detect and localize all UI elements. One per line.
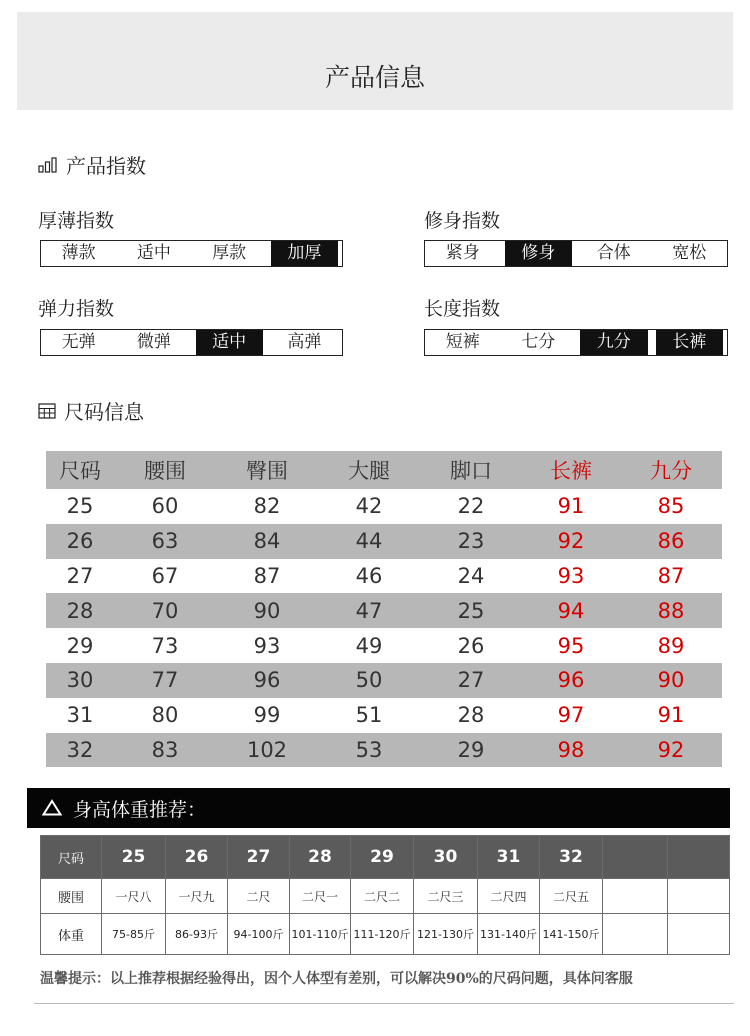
thickness-index-selector (40, 240, 343, 267)
fit-index-label: 修身指数 (424, 210, 501, 232)
rec-empty-cell (668, 879, 730, 914)
size-chart-cell: 91 (657, 703, 685, 728)
thickness-option-medium: 适中 (136, 243, 171, 263)
rec-size-cell: 29 (351, 836, 414, 879)
size-chart-cell: 96 (557, 668, 585, 693)
fit-option-slim: 修身 (505, 241, 573, 266)
size-chart-cell: 85 (657, 494, 685, 519)
length-index-label: 长度指数 (424, 298, 501, 320)
thickness-option-thick: 厚款 (212, 243, 247, 263)
size-chart-cell: 70 (151, 598, 179, 623)
rec-waist-cell: 二尺四 (478, 879, 540, 914)
size-chart-cell: 82 (253, 494, 281, 519)
stretch-option-medium: 适中 (196, 330, 263, 355)
size-chart-header-row (46, 451, 722, 489)
header-hem: 脚口 (450, 459, 492, 483)
size-info-title: 尺码信息 (64, 400, 144, 424)
size-chart-cell: 86 (657, 529, 685, 554)
rec-weight-cell: 131-140斤 (478, 914, 540, 955)
size-chart-cell: 26 (66, 529, 94, 554)
size-chart-cell: 92 (657, 737, 685, 762)
rec-empty-cell (603, 914, 668, 955)
size-chart-cell: 91 (557, 494, 585, 519)
rec-empty-cell (668, 914, 730, 955)
product-info-banner (17, 12, 733, 110)
rec-waist-cell: 二尺三 (414, 879, 478, 914)
product-index-title: 产品指数 (66, 154, 146, 178)
rec-weight-row (41, 914, 730, 955)
rec-size-cell: 30 (414, 836, 478, 879)
size-chart-cell: 47 (355, 598, 383, 623)
rec-waist-row (41, 879, 730, 914)
size-tip-text: 温馨提示：以上推荐根据经验得出，因个人体型有差别，可以解决90%的尺码问题，具体问客服 (40, 971, 633, 987)
banner-title: 产品信息 (324, 63, 425, 92)
size-chart-cell: 50 (355, 668, 383, 693)
rec-row-header: 尺码 (41, 836, 102, 879)
rec-empty-cell (603, 836, 668, 879)
size-chart-row (46, 663, 722, 698)
rec-weight-cell: 101-110斤 (290, 914, 351, 955)
size-chart-cell: 88 (657, 598, 685, 623)
rec-weight-cell: 111-120斤 (351, 914, 414, 955)
height-weight-table (40, 835, 730, 955)
size-chart-cell: 32 (66, 737, 94, 762)
size-chart-cell: 99 (253, 703, 281, 728)
size-chart-cell: 90 (253, 598, 281, 623)
grid-table-icon (38, 403, 56, 419)
size-chart-cell: 30 (66, 668, 94, 693)
size-chart-cell: 27 (457, 668, 485, 693)
size-chart-cell: 94 (557, 598, 585, 623)
size-chart-cell: 83 (151, 737, 179, 762)
size-chart-cell: 51 (355, 703, 383, 728)
rec-row-header: 腰围 (41, 879, 102, 914)
size-chart-cell: 67 (151, 563, 179, 588)
fit-option-tight: 紧身 (445, 243, 480, 263)
thickness-index-label: 厚薄指数 (38, 210, 115, 232)
size-chart-row (46, 524, 722, 559)
stretch-option-slight: 微弹 (136, 332, 171, 352)
size-chart-cell: 46 (355, 563, 383, 588)
stretch-option-high: 高弹 (287, 332, 322, 352)
thickness-option-extra-thick: 加厚 (271, 241, 338, 266)
rec-size-cell: 27 (228, 836, 290, 879)
header-long-length: 长裤 (550, 459, 592, 483)
rec-size-cell: 25 (102, 836, 166, 879)
size-chart-cell: 97 (557, 703, 585, 728)
size-chart-cell: 22 (457, 494, 485, 519)
size-chart-row (46, 489, 722, 524)
rec-size-cell: 28 (290, 836, 351, 879)
size-chart-cell: 92 (557, 529, 585, 554)
rec-waist-cell: 二尺 (228, 879, 290, 914)
size-chart-cell: 63 (151, 529, 179, 554)
rec-weight-cell: 75-85斤 (102, 914, 166, 955)
thickness-option-thin: 薄款 (61, 243, 96, 263)
size-chart-cell: 26 (457, 633, 485, 658)
size-chart-cell: 77 (151, 668, 179, 693)
triangle-warning-icon (42, 799, 62, 816)
size-chart-cell: 25 (457, 598, 485, 623)
bar-chart-icon (38, 157, 58, 173)
size-chart-cell: 96 (253, 668, 281, 693)
size-chart-cell: 89 (657, 633, 685, 658)
rec-empty-cell (603, 879, 668, 914)
size-chart-cell: 95 (557, 633, 585, 658)
length-index-selector (424, 329, 728, 356)
size-chart-cell: 60 (151, 494, 179, 519)
rec-size-cell: 31 (478, 836, 540, 879)
product-index-heading (38, 150, 146, 179)
rec-weight-cell: 94-100斤 (228, 914, 290, 955)
header-size: 尺码 (59, 459, 101, 483)
size-chart-cell: 73 (151, 633, 179, 658)
recommendation-title: 身高体重推荐： (73, 799, 207, 821)
size-chart-cell: 98 (557, 737, 585, 762)
size-chart-cell: 93 (253, 633, 281, 658)
rec-size-cell: 26 (166, 836, 228, 879)
length-option-nine-tenths: 九分 (580, 330, 648, 355)
size-chart-cell: 28 (457, 703, 485, 728)
stretch-index-label: 弹力指数 (38, 298, 115, 320)
length-option-long: 长裤 (656, 330, 724, 355)
length-option-shorts: 短裤 (445, 332, 480, 352)
fit-option-regular: 合体 (596, 243, 631, 263)
header-waist: 腰围 (144, 459, 186, 483)
size-chart-cell: 93 (557, 563, 585, 588)
rec-waist-cell: 二尺二 (351, 879, 414, 914)
size-chart-cell: 28 (66, 598, 94, 623)
rec-size-row (41, 836, 730, 879)
size-chart-row (46, 733, 722, 768)
size-chart-cell: 90 (657, 668, 685, 693)
size-chart-cell: 87 (253, 563, 281, 588)
rec-empty-cell (668, 836, 730, 879)
size-chart-cell: 29 (457, 737, 485, 762)
size-chart-row (46, 628, 722, 663)
rec-waist-cell: 一尺九 (166, 879, 228, 914)
stretch-option-none: 无弹 (61, 332, 96, 352)
rec-weight-cell: 86-93斤 (166, 914, 228, 955)
rec-size-cell: 32 (540, 836, 603, 879)
rec-weight-cell: 141-150斤 (540, 914, 603, 955)
header-thigh: 大腿 (348, 459, 390, 483)
size-chart-cell: 49 (355, 633, 383, 658)
fit-index-selector (424, 240, 728, 267)
size-chart-table (46, 451, 722, 767)
size-chart-cell: 23 (457, 529, 485, 554)
size-chart-cell: 44 (355, 529, 383, 554)
size-chart-cell: 80 (151, 703, 179, 728)
stretch-index-selector (40, 329, 343, 356)
rec-waist-cell: 一尺八 (102, 879, 166, 914)
size-chart-cell: 53 (355, 737, 383, 762)
size-chart-row (46, 593, 722, 628)
rec-weight-cell: 121-130斤 (414, 914, 478, 955)
rec-waist-cell: 二尺五 (540, 879, 603, 914)
header-nine-tenths-length: 九分 (650, 459, 692, 483)
length-option-seven-tenths: 七分 (521, 332, 556, 352)
size-chart-cell: 84 (253, 529, 281, 554)
rec-row-header: 体重 (41, 914, 102, 955)
size-chart-cell: 42 (355, 494, 383, 519)
size-chart-row (46, 698, 722, 733)
size-chart-row (46, 559, 722, 594)
tip-divider (34, 1003, 734, 1004)
recommendation-bar (27, 788, 730, 828)
header-hip: 臀围 (246, 459, 288, 483)
size-chart-cell: 24 (457, 563, 485, 588)
rec-waist-cell: 二尺一 (290, 879, 351, 914)
size-chart-cell: 29 (66, 633, 94, 658)
size-chart-cell: 87 (657, 563, 685, 588)
size-info-heading (38, 396, 144, 425)
size-chart-cell: 102 (246, 737, 288, 762)
size-chart-cell: 27 (66, 563, 94, 588)
size-chart-cell: 25 (66, 494, 94, 519)
fit-option-loose: 宽松 (672, 243, 707, 263)
size-chart-cell: 31 (66, 703, 94, 728)
